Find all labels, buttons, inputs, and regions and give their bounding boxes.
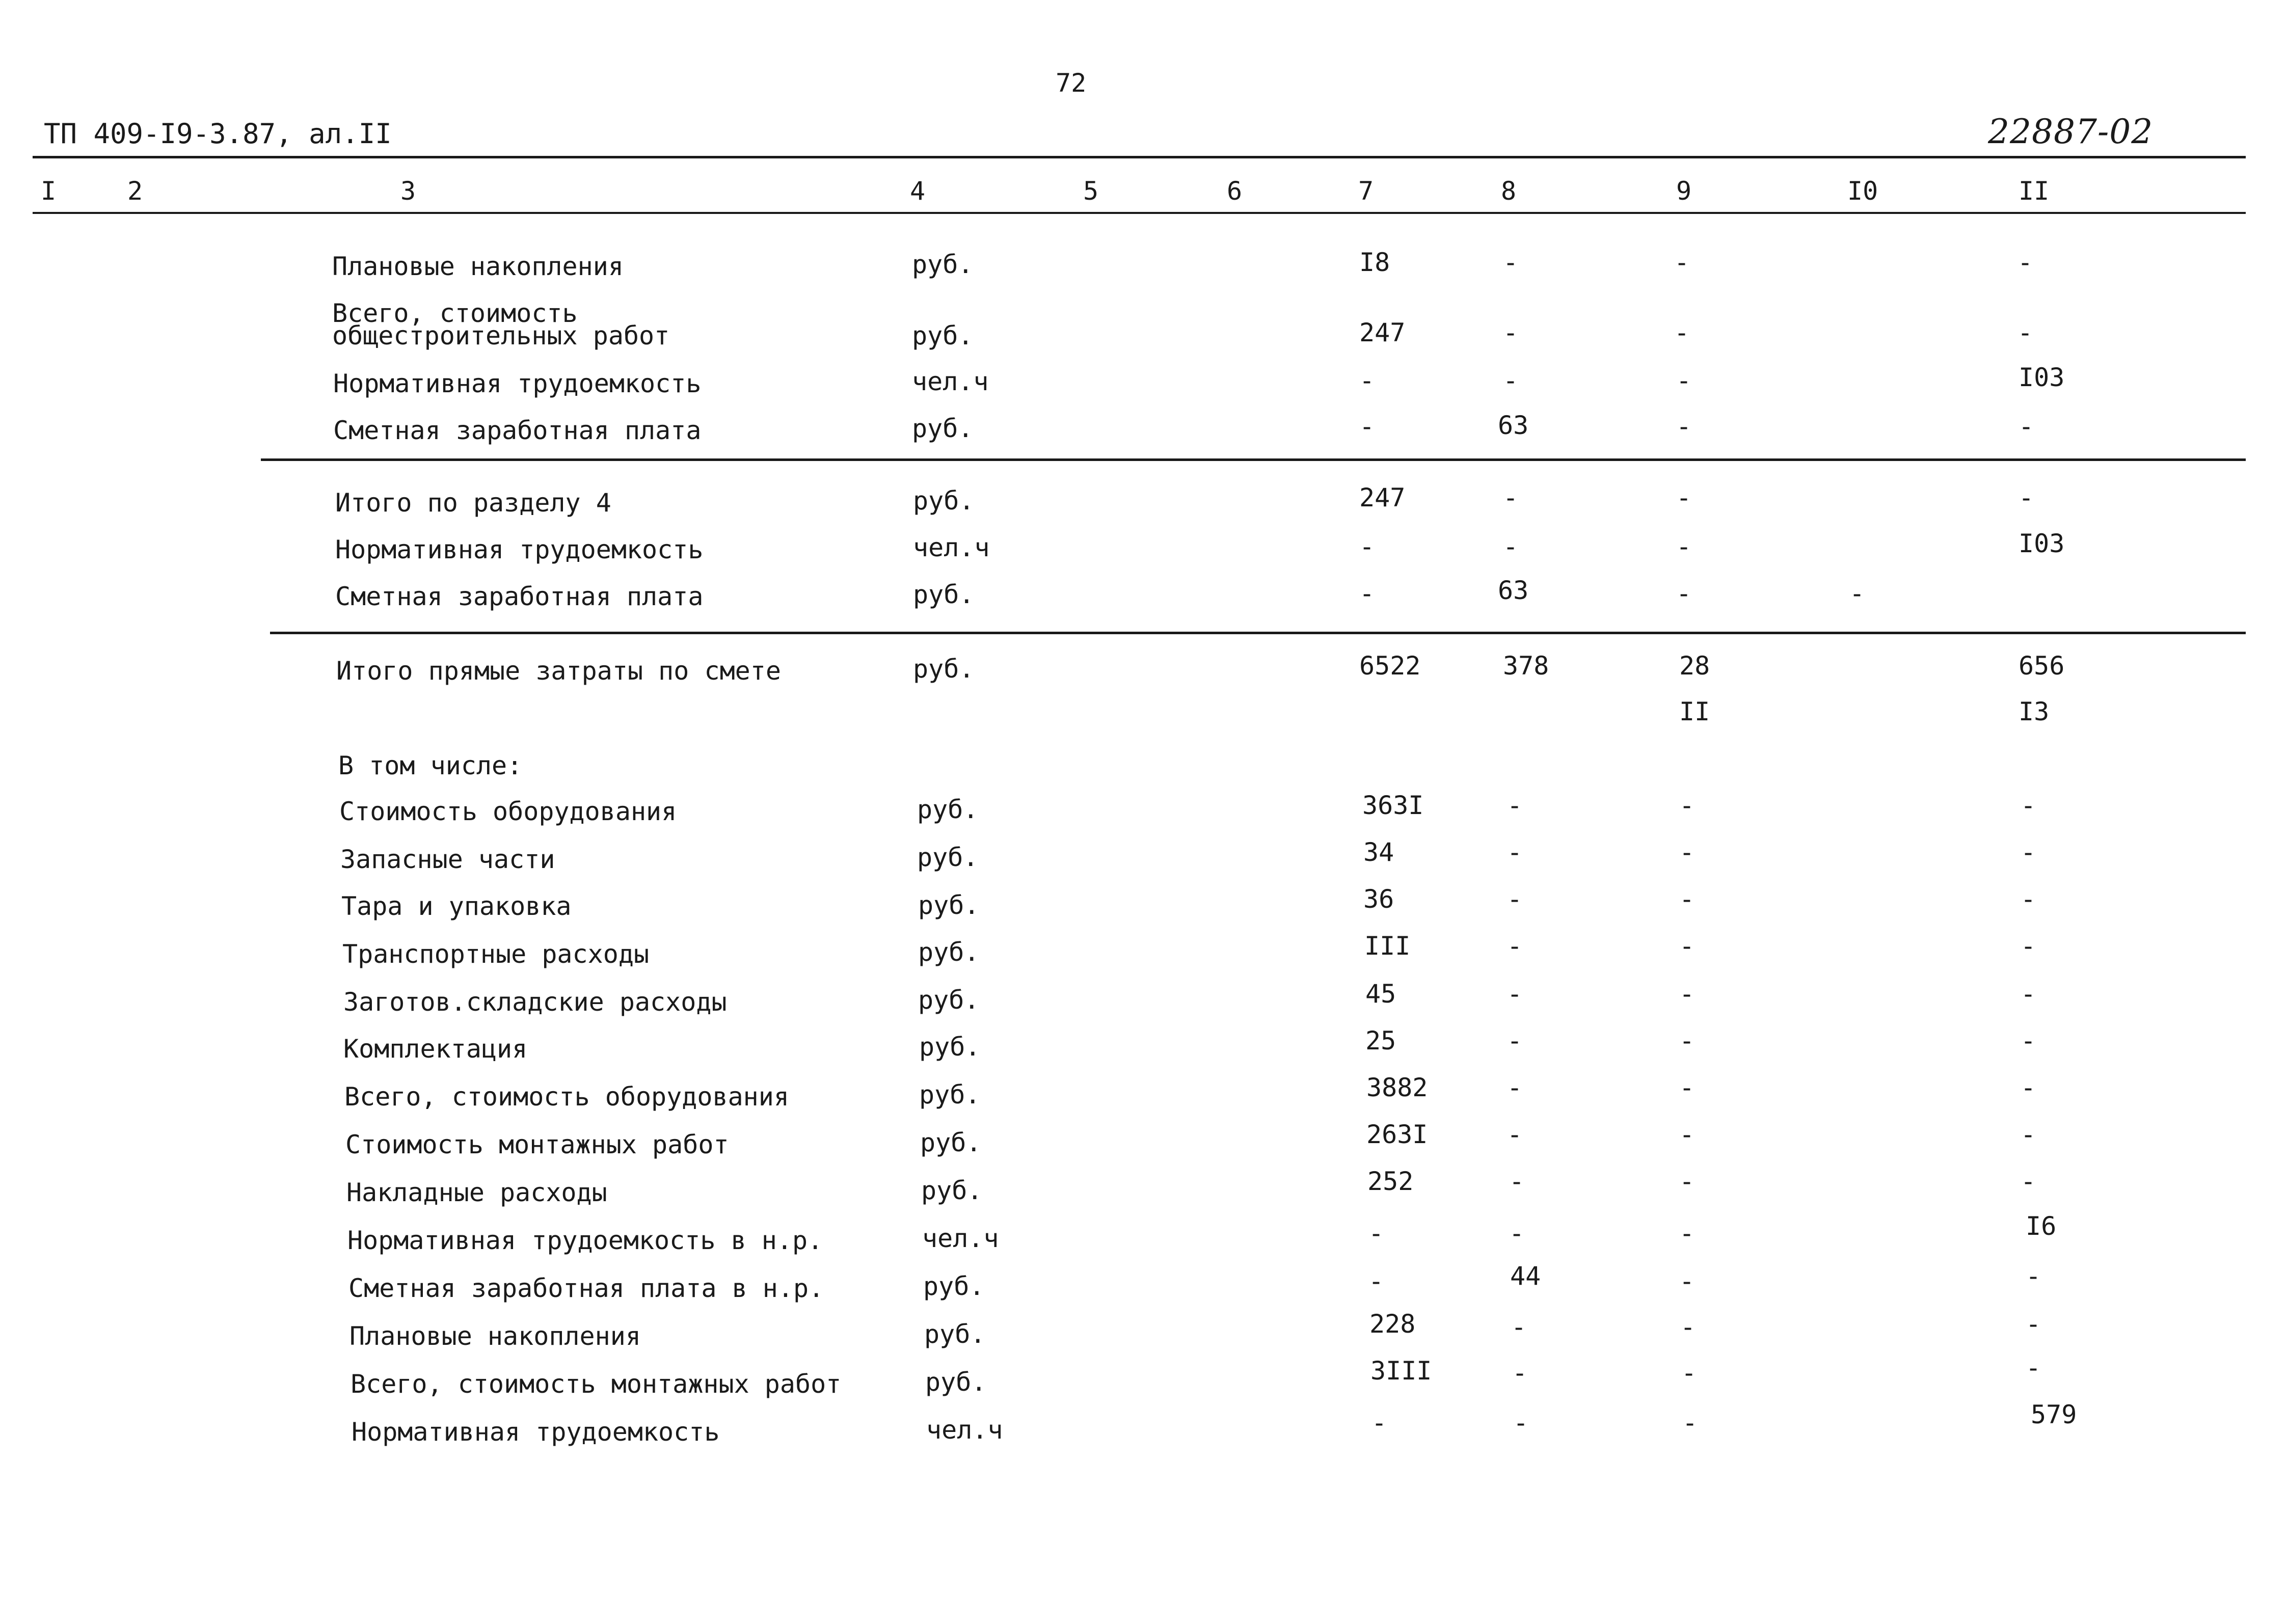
row-name: Стоимость оборудования: [339, 797, 677, 826]
row-unit: руб.: [917, 843, 979, 872]
cell-col9: -: [1676, 412, 1692, 441]
cell-col9: -: [1679, 1167, 1695, 1196]
row-name: Комплектация: [343, 1034, 528, 1064]
cell-col9: -: [1679, 1073, 1695, 1102]
cell-col7: -: [1368, 1266, 1384, 1296]
row-unit: руб.: [917, 795, 979, 824]
row-name: Транспортные расходы: [342, 939, 650, 969]
cell-col11: -: [2021, 1026, 2036, 1055]
cell-col9: -: [1679, 884, 1695, 914]
cell-col11: -: [2026, 1309, 2041, 1339]
column-header-2: 2: [127, 176, 143, 206]
row-name-line1: Всего, стоимость: [332, 299, 578, 328]
cell-col7: 228: [1369, 1309, 1416, 1339]
row-unit: руб.: [913, 486, 975, 516]
page-number: 72: [1056, 68, 1087, 98]
column-header-6: 6: [1227, 176, 1243, 206]
cell-col11: -: [2026, 1353, 2041, 1383]
cell-col7: 363I: [1362, 791, 1424, 820]
cell-col7: 45: [1365, 979, 1396, 1009]
cell-col8: -: [1507, 884, 1523, 914]
cell-col7: 247: [1359, 483, 1406, 512]
cell-col9: -: [1674, 318, 1690, 347]
cell-col8: -: [1512, 1358, 1528, 1388]
row-unit: руб.: [918, 937, 980, 967]
cell-col7: -: [1371, 1408, 1387, 1438]
cell-col7: 6522: [1359, 651, 1421, 681]
row-unit: руб.: [924, 1319, 986, 1349]
row-name: Всего, стоимость монтажных работ: [351, 1369, 842, 1399]
cell-col8: -: [1511, 1312, 1527, 1342]
cell-col8: 44: [1510, 1261, 1541, 1291]
cell-col11: -: [2021, 1073, 2036, 1102]
cell-col9: -: [1679, 837, 1695, 867]
cell-col8: 63: [1498, 576, 1529, 605]
row-name: Запасные части: [340, 845, 555, 874]
row-name: Стоимость монтажных работ: [345, 1130, 729, 1159]
cell-col9: -: [1679, 1219, 1695, 1248]
cell-col11: -: [2017, 248, 2033, 277]
cell-col11: -: [2021, 884, 2036, 914]
column-header-4: 4: [910, 176, 926, 206]
cell-col8: -: [1503, 483, 1519, 512]
row-name: Заготов.складские расходы: [343, 987, 727, 1017]
row-unit: руб.: [913, 580, 975, 609]
cell-col7: 263I: [1366, 1120, 1428, 1149]
row-name: Нормативная трудоемкость: [352, 1417, 720, 1447]
row-unit: руб.: [912, 414, 974, 443]
cell-col7: 25: [1365, 1026, 1396, 1055]
cell-col8: -: [1507, 931, 1523, 961]
cell-col11: -: [2019, 483, 2034, 512]
row-unit: руб.: [920, 1128, 982, 1157]
cell-col9: -: [1676, 532, 1692, 561]
column-header-1: I: [41, 176, 57, 206]
cell-col8: -: [1503, 248, 1519, 277]
row-unit: руб.: [913, 654, 975, 684]
row-unit: чел.ч: [926, 1415, 1003, 1445]
cell-col11: -: [2026, 1261, 2041, 1291]
cell-col9: -: [1676, 366, 1692, 395]
section-divider: [261, 458, 2246, 461]
row-name: Плановые накопления: [349, 1321, 641, 1351]
cell-col11: -: [2021, 1120, 2036, 1149]
cell-col9: 28: [1679, 651, 1710, 681]
cell-col9: -: [1682, 1408, 1698, 1438]
cell-col11: -: [2021, 931, 2036, 961]
row-name: Накладные расходы: [346, 1178, 607, 1207]
row-unit: руб.: [912, 250, 974, 279]
cell-col7: -: [1359, 412, 1375, 441]
row-unit: руб.: [919, 1032, 981, 1062]
cell-col7: -: [1359, 579, 1375, 608]
cell-col11: -: [2021, 837, 2036, 867]
row-name: Итого по разделу 4: [335, 488, 611, 518]
cell-col9: -: [1679, 979, 1695, 1009]
cell-col9: -: [1679, 1026, 1695, 1055]
row-unit: чел.ч: [922, 1224, 999, 1253]
row-unit: руб.: [918, 890, 980, 920]
cell-col11: I6: [2026, 1211, 2057, 1241]
row-name: Нормативная трудоемкость: [335, 535, 704, 564]
row-unit: руб.: [925, 1367, 987, 1397]
cell-col11-line2: I3: [2019, 697, 2050, 726]
cell-col8: -: [1507, 1120, 1523, 1149]
row-name: Тара и упаковка: [341, 891, 572, 921]
cell-col9: -: [1679, 791, 1695, 820]
cell-col11: 579: [2031, 1400, 2077, 1429]
cell-col9: -: [1679, 931, 1695, 961]
row-unit: руб.: [919, 1080, 981, 1109]
cell-col8: -: [1503, 532, 1519, 561]
cell-col9: -: [1680, 1312, 1696, 1342]
header-bottom-rule: [33, 212, 2246, 214]
cell-col9: -: [1679, 1266, 1695, 1296]
document-code: ТП 409-I9-3.87, ал.II: [44, 118, 392, 150]
row-unit: чел.ч: [913, 533, 990, 562]
column-header-10: I0: [1847, 176, 1878, 206]
column-header-7: 7: [1358, 176, 1374, 206]
cell-col8: -: [1509, 1167, 1525, 1196]
cell-col8: -: [1507, 837, 1523, 867]
row-name: Сметная заработная плата в н.р.: [348, 1274, 824, 1303]
cell-col11: 656: [2019, 651, 2065, 681]
cell-col8: -: [1503, 318, 1519, 347]
cell-col7: -: [1368, 1219, 1384, 1248]
cell-col7: -: [1359, 366, 1375, 395]
handwritten-number: 22887-02: [1988, 112, 2154, 151]
row-unit: руб.: [921, 1176, 983, 1205]
column-header-11: II: [2019, 176, 2050, 206]
cell-col9: -: [1679, 1120, 1695, 1149]
row-unit: чел.ч: [912, 367, 989, 396]
cell-col8: -: [1503, 366, 1519, 395]
cell-col8: 378: [1503, 651, 1549, 681]
cell-col7: I8: [1359, 248, 1390, 277]
cell-col7: 36: [1363, 884, 1394, 914]
cell-col7: 3III: [1370, 1356, 1432, 1386]
cell-col11: -: [2021, 791, 2036, 820]
cell-col9: -: [1676, 579, 1692, 608]
cell-col11: -: [2021, 1167, 2036, 1196]
cell-col9: -: [1676, 483, 1692, 512]
cell-col8: -: [1507, 791, 1523, 820]
cell-col8: -: [1507, 979, 1523, 1009]
subsection-label: В том числе:: [338, 751, 523, 780]
cell-col11: -: [2017, 318, 2033, 347]
cell-col11: I03: [2019, 529, 2065, 558]
row-name: общестроительных работ: [332, 321, 670, 350]
cell-col8: 63: [1498, 411, 1529, 440]
row-name: Сметная заработная плата: [335, 582, 704, 611]
cell-col9: -: [1674, 248, 1690, 277]
column-header-9: 9: [1676, 176, 1692, 206]
section-divider: [270, 632, 2246, 634]
header-top-rule: [33, 156, 2246, 158]
row-name: Нормативная трудоемкость в н.р.: [347, 1226, 823, 1255]
row-name: Плановые накопления: [332, 252, 624, 281]
row-name: Итого прямые затраты по смете: [336, 656, 781, 686]
column-header-8: 8: [1501, 176, 1517, 206]
cell-col8: -: [1507, 1026, 1523, 1055]
row-name: Всего, стоимость оборудования: [344, 1082, 789, 1112]
row-name: Сметная заработная плата: [333, 416, 702, 445]
cell-col9: -: [1681, 1358, 1697, 1388]
cell-col7: 34: [1363, 837, 1394, 867]
cell-col7: 247: [1359, 318, 1406, 347]
row-unit: руб.: [918, 985, 980, 1015]
cell-col10: -: [1849, 579, 1865, 608]
cell-col9-line2: II: [1679, 697, 1710, 726]
cell-col8: -: [1507, 1073, 1523, 1102]
cell-col11: -: [2021, 979, 2036, 1009]
cell-col8: -: [1513, 1408, 1529, 1438]
cell-col7: 252: [1367, 1167, 1414, 1196]
row-name: Нормативная трудоемкость: [333, 369, 702, 398]
cell-col8: -: [1509, 1219, 1525, 1248]
row-unit: руб.: [912, 321, 974, 350]
column-header-3: 3: [400, 176, 416, 206]
column-header-5: 5: [1083, 176, 1099, 206]
cell-col11: -: [2019, 412, 2034, 441]
cell-col7: -: [1359, 532, 1375, 561]
cell-col7: 3882: [1366, 1073, 1428, 1102]
row-unit: руб.: [923, 1271, 985, 1301]
cell-col7: III: [1364, 931, 1411, 961]
cell-col11: I03: [2019, 363, 2065, 392]
